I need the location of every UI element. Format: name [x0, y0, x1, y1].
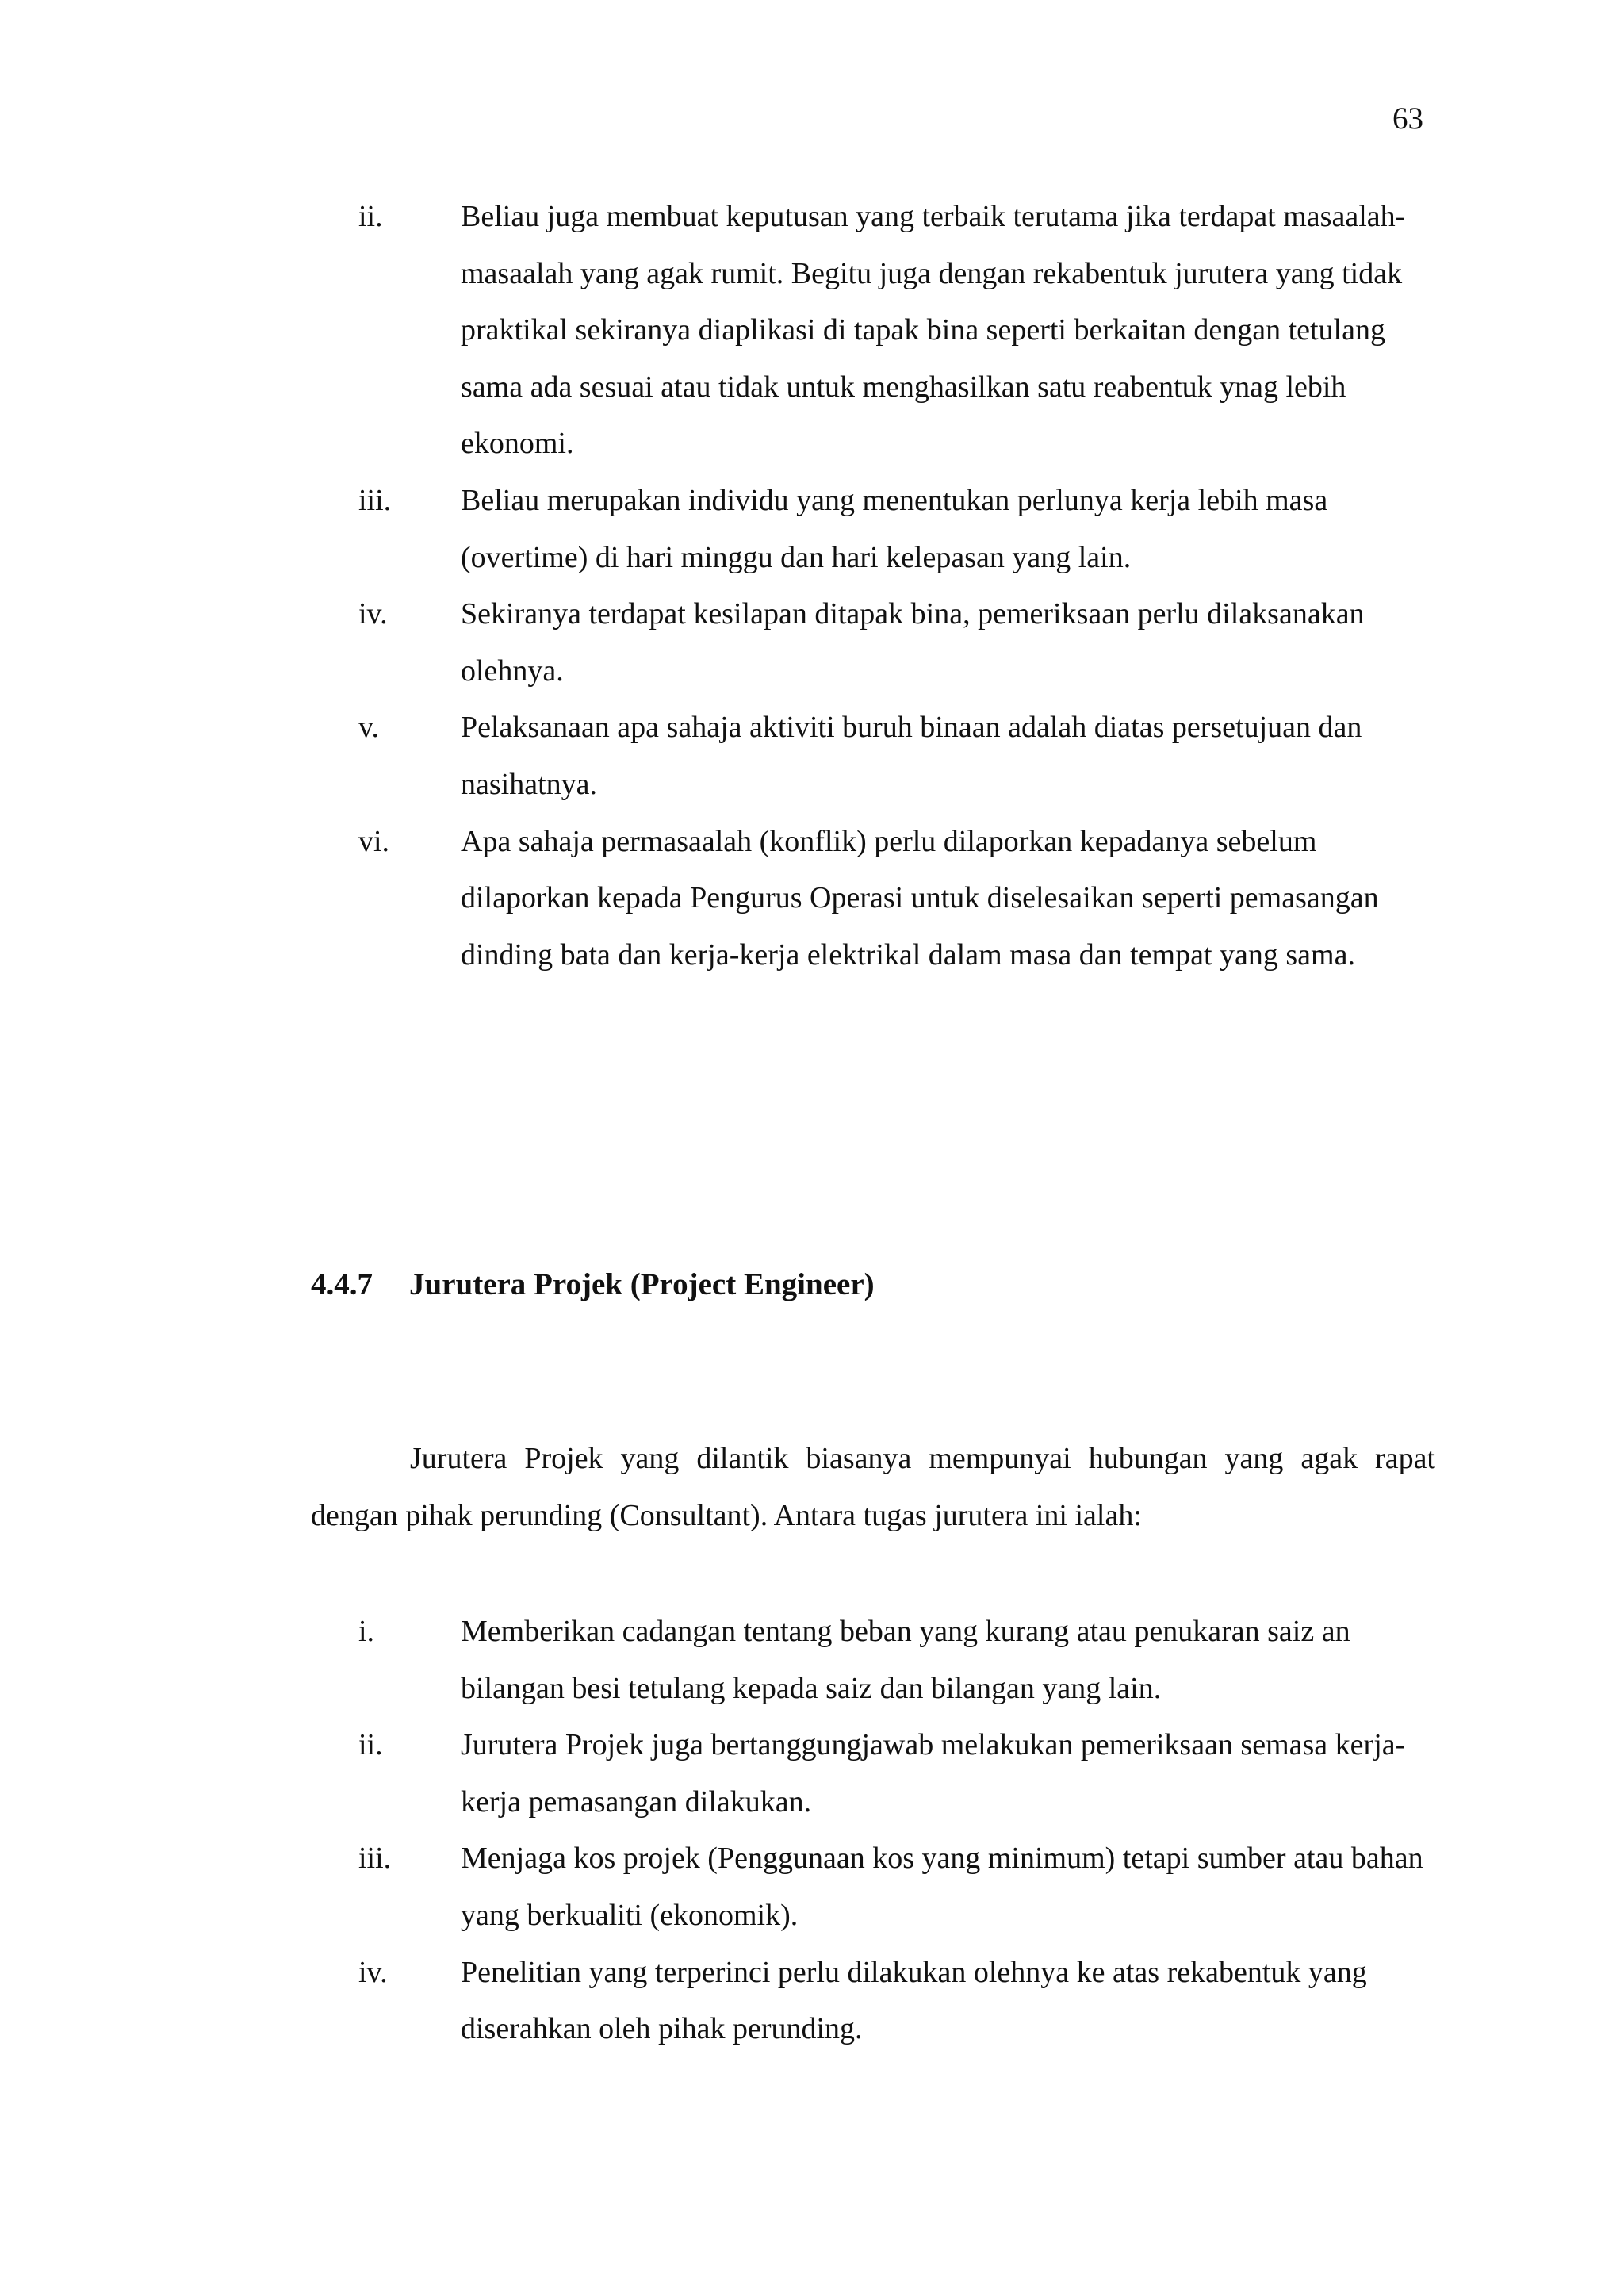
list-item	[0, 1604, 1428, 1717]
list-item	[0, 1717, 1428, 1830]
list-item-text: Pelaksanaan apa sahaja aktiviti buruh binaan adalah diatas persetujuan dan nasihatnya.	[461, 711, 1362, 801]
list-item	[0, 189, 1428, 473]
section-title: Jurutera Projek (Project Engineer)	[409, 1267, 875, 1301]
section-heading	[311, 1263, 875, 1307]
list-item-text: Jurutera Projek juga bertanggungjawab melakukan pemeriksaan semasa kerja-kerja pemasangan dilakukan.	[461, 1728, 1406, 1819]
list-item-marker: v.	[358, 711, 380, 745]
list-item	[0, 814, 1428, 984]
list-item-marker: vi.	[358, 824, 390, 858]
list-item-text: Apa sahaja permasaalah (konflik) perlu dilaporkan kepadanya sebelum dilaporkan kepada Pengurus Operasi untuk diselesaikan seperti pemasangan dinding bata dan kerja-kerja elektrikal dalam masa dan tempat yang sama.	[461, 824, 1379, 972]
list-item-marker: i.	[358, 1615, 375, 1648]
list-item-text: Penelitian yang terperinci perlu dilakukan olehnya ke atas rekabentuk yang diserahkan oleh pihak perunding.	[461, 1955, 1367, 2046]
list-item-marker: iv.	[358, 1955, 388, 1989]
list-item-text: Memberikan cadangan tentang beban yang kurang atau penukaran saiz an bilangan besi tetulang kepada saiz dan bilangan yang lain.	[461, 1615, 1350, 1705]
list-item-text: Beliau juga membuat keputusan yang terbaik terutama jika terdapat masaalah-masaalah yang agak rumit. Begitu juga dengan rekabentuk jurutera yang tidak praktikal sekiranya diaplikasi di tapak bina seperti berkaitan dengan tetulang sama ada sesuai atau tidak untuk menghasilkan satu reabentuk ynag lebih ekonomi.	[461, 200, 1406, 461]
section-number: 4.4.7	[311, 1267, 373, 1301]
list-item-marker: iii.	[358, 1842, 392, 1876]
list-item	[0, 1945, 1428, 2058]
list-item-marker: ii.	[358, 1728, 383, 1762]
list-item	[0, 1830, 1428, 1944]
list-item-marker: ii.	[358, 200, 383, 233]
list-item	[0, 586, 1428, 700]
list-item-text: Menjaga kos projek (Penggunaan kos yang minimum) tetapi sumber atau bahan yang berkualiti (ekonomik).	[461, 1842, 1423, 1932]
duties-list-continued	[0, 189, 1624, 983]
list-item-text: Beliau merupakan individu yang menentukan perlunya kerja lebih masa (overtime) di hari minggu dan hari kelepasan yang lain.	[461, 483, 1328, 574]
list-item-marker: iv.	[358, 597, 388, 631]
list-item-text: Sekiranya terdapat kesilapan ditapak bina, pemeriksaan perlu dilaksanakan olehnya.	[461, 597, 1365, 688]
list-item	[0, 700, 1428, 813]
list-item	[0, 473, 1428, 586]
list-item-marker: iii.	[358, 483, 392, 517]
page-number: 63	[1392, 102, 1423, 136]
body-paragraph: Jurutera Projek yang dilantik biasanya mempunyai hubungan yang agak rapat dengan pihak perunding (Consultant). Antara tugas jurutera ini ialah:	[311, 1442, 1435, 1532]
project-engineer-duties-list	[0, 1604, 1624, 2058]
